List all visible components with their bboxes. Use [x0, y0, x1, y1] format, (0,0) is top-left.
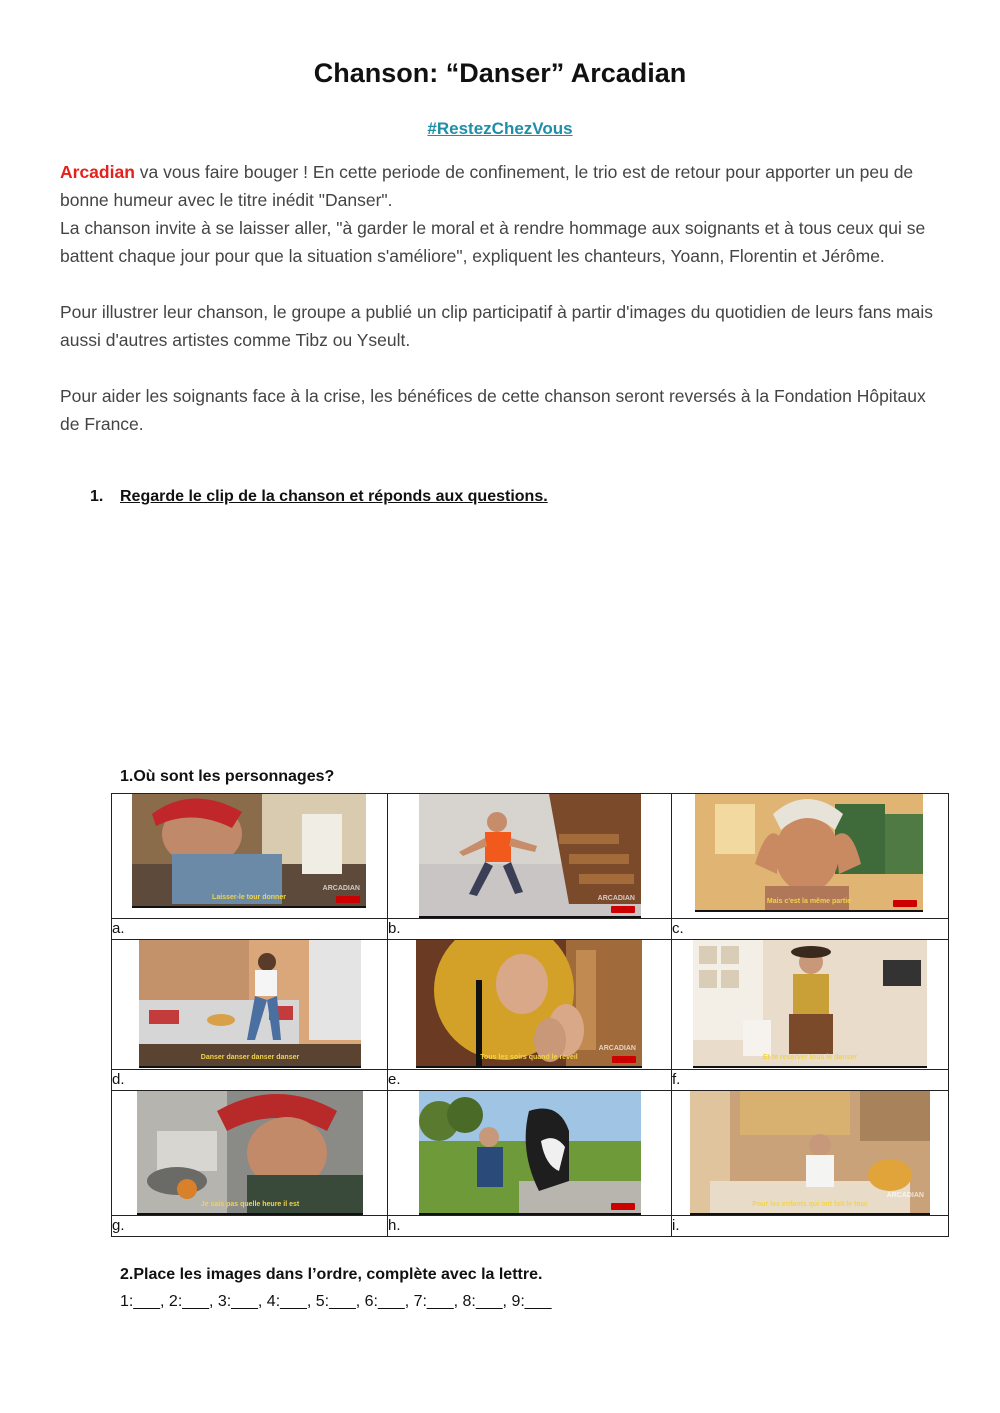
- label-f: f.: [672, 1070, 949, 1091]
- arcadian-logo: ARCADIAN: [598, 1045, 636, 1052]
- label-c: c.: [672, 919, 949, 940]
- thumbnail-caption: Et te reserver tous le danser: [762, 1054, 858, 1061]
- thumbnail-caption: Laisser-le tour donner: [212, 894, 286, 901]
- thumbnail-f[interactable]: [693, 940, 927, 1068]
- thumbnail-d[interactable]: [139, 940, 361, 1068]
- thumbnail-cell-c: [672, 794, 949, 919]
- arcadian-logo: ARCADIAN: [322, 885, 360, 892]
- youtube-icon: [611, 906, 635, 913]
- thumbnail-c[interactable]: [695, 794, 923, 912]
- thumbnail-caption: Tous les soirs quand le reveil: [480, 1054, 578, 1061]
- thumbnail-h[interactable]: [419, 1091, 641, 1215]
- intro-paragraph-1: [60, 158, 940, 214]
- question-2: 2.Place les images dans l’ordre, complète avec la lettre.: [120, 1266, 543, 1283]
- label-g: g.: [112, 1216, 388, 1237]
- page-title: Chanson: “Danser” Arcadian: [313, 58, 687, 88]
- intro-paragraph-4: Pour aider les soignants face à la crise, les bénéfices de cette chanson seront reversés à la Fondation Hôpitaux de France.: [60, 386, 926, 434]
- label-d: d.: [112, 1070, 388, 1091]
- thumbnail-cell-f: [672, 940, 949, 1070]
- thumbnail-cell-h: [388, 1091, 672, 1216]
- thumbnail-cell-b: [388, 794, 672, 919]
- answer-blanks[interactable]: 1:___, 2:___, 3:___, 4:___, 5:___, 6:___, 7:___, 8:___, 9:___: [120, 1293, 552, 1310]
- label-a: a.: [112, 919, 388, 940]
- youtube-icon: [336, 896, 360, 903]
- thumbnail-cell-d: [112, 940, 388, 1070]
- instruction-text: Regarde le clip de la chanson et réponds aux questions.: [120, 488, 548, 505]
- intro-paragraph-3: Pour illustrer leur chanson, le groupe a publié un clip participatif à partir d'images du quotidien de leurs fans mais aussi d'autres artistes comme Tibz ou Yseult.: [60, 302, 933, 350]
- thumbnail-cell-i: [672, 1091, 949, 1216]
- youtube-icon: [893, 900, 917, 907]
- hashtag-link[interactable]: #RestezChezVous: [427, 119, 573, 138]
- thumbnail-grid: [111, 793, 949, 1237]
- label-e: e.: [388, 1070, 672, 1091]
- thumbnail-cell-a: [112, 794, 388, 919]
- thumbnail-caption: Pour les enfants qui ont fait le tour: [752, 1201, 868, 1208]
- instruction-1: [90, 488, 548, 506]
- label-h: h.: [388, 1216, 672, 1237]
- thumbnail-i[interactable]: [690, 1091, 930, 1215]
- question-1: 1.Où sont les personnages?: [120, 768, 335, 785]
- label-b: b.: [388, 919, 672, 940]
- arcadian-logo: ARCADIAN: [886, 1192, 924, 1199]
- intro-paragraph-2: La chanson invite à se laisser aller, "à garder le moral et à rendre hommage aux soignants et à tous ceux qui se battent chaque jour pour que la situation s'améliore", expliquent les chanteurs, Yoann, Florentin et Jérôme.: [60, 218, 926, 266]
- intro-p1-text: va vous faire bouger ! En cette periode de confinement, le trio est de retour pour apporter un peu de bonne humeur avec le titre inédit "Danser".: [60, 162, 914, 210]
- thumbnail-e[interactable]: [416, 940, 642, 1068]
- thumbnail-caption: Danser danser danser danser: [200, 1054, 300, 1061]
- thumbnail-a[interactable]: [132, 794, 366, 908]
- label-i: i.: [672, 1216, 949, 1237]
- thumbnail-g[interactable]: [137, 1091, 363, 1215]
- thumbnail-caption: Mais c'est la même partie: [766, 898, 852, 905]
- youtube-icon: [612, 1056, 636, 1063]
- thumbnail-b[interactable]: [419, 794, 641, 918]
- arcadian-logo: ARCADIAN: [597, 895, 635, 902]
- instruction-number: 1.: [90, 488, 104, 505]
- youtube-icon: [611, 1203, 635, 1210]
- thumbnail-caption: Je sais pas quelle heure il est: [200, 1201, 300, 1208]
- intro-text: [60, 158, 940, 438]
- brand-name: Arcadian: [60, 162, 135, 182]
- thumbnail-cell-g: [112, 1091, 388, 1216]
- thumbnail-cell-e: [388, 940, 672, 1070]
